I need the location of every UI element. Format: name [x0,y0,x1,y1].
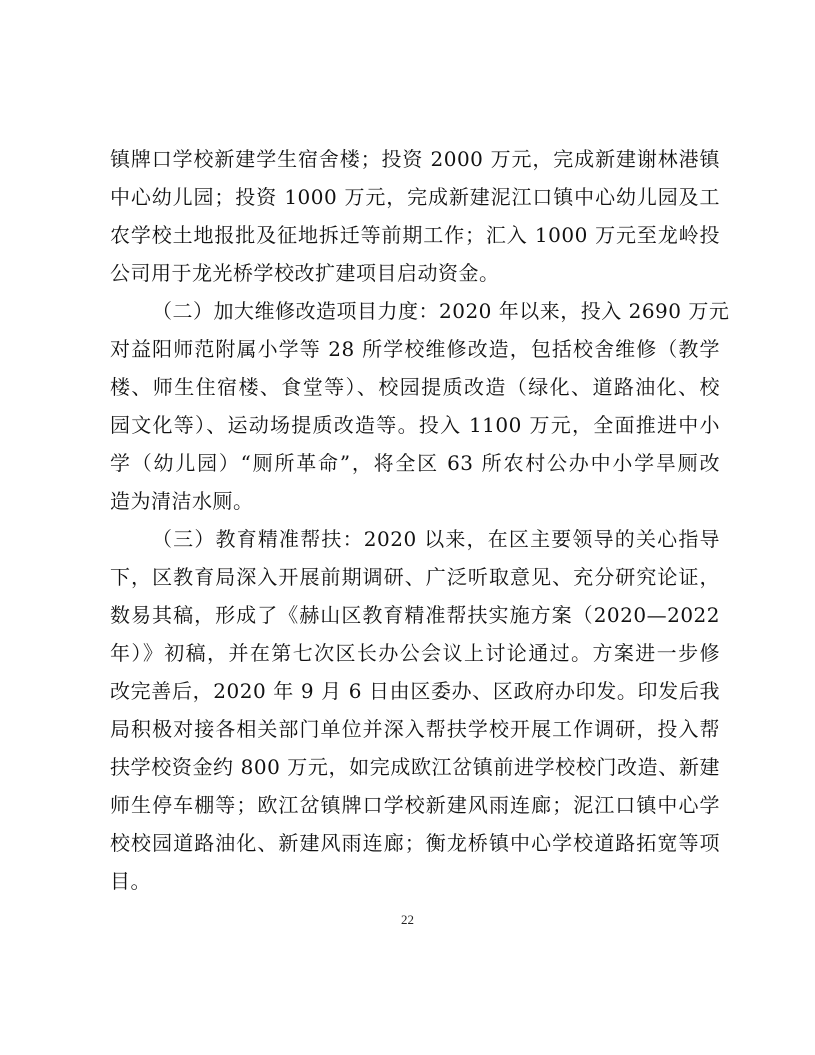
text-line: 造为清洁水厕。 [110,489,254,513]
text-line: 楼、师生住宿楼、食堂等）、校园提质改造（绿化、道路油化、校 [110,375,720,399]
text-line: 校校园道路油化、新建风雨连廊；衡龙桥镇中心学校道路拓宽等项 [110,831,720,855]
text-line: 中心幼儿园；投资 1000 万元，完成新建泥江口镇中心幼儿园及工 [110,185,720,209]
text-line: 镇牌口学校新建学生宿舍楼；投资 2000 万元，完成新建谢林港镇 [110,147,720,171]
text-line: 年）》初稿，并在第七次区长办公会议上讨论通过。方案进一步修 [110,641,720,665]
text-line: 学（幼儿园）“厕所革命”，将全区 63 所农村公办中小学旱厕改 [110,451,720,475]
text-line: 对益阳师范附属小学等 28 所学校维修改造，包括校舍维修（教学 [110,337,720,361]
text-line: 目。 [110,869,151,893]
text-line: 下，区教育局深入开展前期调研、广泛听取意见、充分研究论证， [110,565,720,589]
body-text [110,140,730,900]
text-line: 农学校土地报批及征地拆迁等前期工作；汇入 1000 万元至龙岭投 [110,223,720,247]
text-line: 改完善后，2020 年 9 月 6 日由区委办、区政府办印发。印发后我 [110,679,720,703]
paragraph-heading-3: （三）教育精准帮扶：2020 以来，在区主要领导的关心指导 [152,527,720,551]
text-line: 公司用于龙光桥学校改扩建项目启动资金。 [110,261,500,285]
text-line: 局积极对接各相关部门单位并深入帮扶学校开展工作调研，投入帮 [110,717,720,741]
paragraph-heading-2: （二）加大维修改造项目力度：2020 年以来，投入 2690 万元 [152,299,730,323]
page-number: 22 [401,912,414,927]
text-line: 扶学校资金约 800 万元，如完成欧江岔镇前进学校校门改造、新建 [110,755,720,779]
text-line: 数易其稿，形成了《赫山区教育精准帮扶实施方案（2020—2022 [110,603,720,627]
text-line: 师生停车棚等；欧江岔镇牌口学校新建风雨连廊；泥江口镇中心学 [110,793,720,817]
text-line: 园文化等）、运动场提质改造等。投入 1100 万元，全面推进中小 [110,413,720,437]
